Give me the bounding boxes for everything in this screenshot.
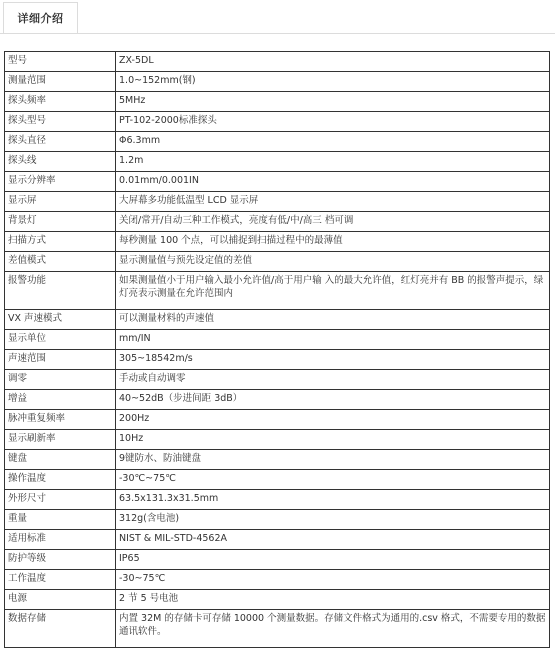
spec-label: 增益 [5,390,116,410]
spec-value: 每秒测量 100 个点，可以捕捉到扫描过程中的最薄值 [116,232,550,252]
spec-row [5,610,550,648]
spec-row [5,390,550,410]
spec-label: 报警功能 [5,272,116,310]
spec-label: 显示单位 [5,330,116,350]
spec-row [5,570,550,590]
spec-label: 外形尺寸 [5,490,116,510]
spec-label: 背景灯 [5,212,116,232]
spec-label: 探头线 [5,152,116,172]
spec-row [5,92,550,112]
spec-value: 5MHz [116,92,550,112]
spec-row [5,152,550,172]
spec-value: 0.01mm/0.001IN [116,172,550,192]
spec-row [5,470,550,490]
spec-row [5,430,550,450]
spec-label: 脉冲重复频率 [5,410,116,430]
spec-label: 电源 [5,590,116,610]
spec-label: 型号 [5,52,116,72]
tab-bar [0,0,555,36]
spec-label: 适用标准 [5,530,116,550]
spec-row [5,132,550,152]
spec-label: 防护等级 [5,550,116,570]
spec-label: 显示屏 [5,192,116,212]
spec-row [5,490,550,510]
spec-value: PT-102-2000标准探头 [116,112,550,132]
spec-value: 9键防水、防油键盘 [116,450,550,470]
spec-value: 200Hz [116,410,550,430]
spec-value: 1.2m [116,152,550,172]
spec-label: 重量 [5,510,116,530]
spec-row [5,272,550,310]
spec-row [5,350,550,370]
spec-row [5,370,550,390]
tab-details[interactable]: 详细介绍 [3,2,78,34]
spec-row [5,450,550,470]
spec-label: 探头频率 [5,92,116,112]
spec-row [5,550,550,570]
spec-row [5,330,550,350]
spec-row [5,530,550,550]
spec-value: 手动或自动调零 [116,370,550,390]
spec-label: 调零 [5,370,116,390]
spec-label: 操作温度 [5,470,116,490]
spec-value: Φ6.3mm [116,132,550,152]
spec-value: 40~52dB（步进间距 3dB） [116,390,550,410]
spec-row [5,410,550,430]
spec-value: -30℃~75℃ [116,470,550,490]
spec-value: 可以测量材料的声速值 [116,310,550,330]
spec-label: 显示分辨率 [5,172,116,192]
spec-row [5,172,550,192]
spec-value: 2 节 5 号电池 [116,590,550,610]
spec-value: 1.0~152mm(钢) [116,72,550,92]
spec-row [5,590,550,610]
spec-value: mm/IN [116,330,550,350]
spec-value: 内置 32M 的存储卡可存储 10000 个测量数据。存储文件格式为通用的.csv 格式，不需要专用的数据通讯软件。 [116,610,550,648]
spec-value: -30~75℃ [116,570,550,590]
spec-label: 探头直径 [5,132,116,152]
spec-label: 工作温度 [5,570,116,590]
spec-row [5,212,550,232]
spec-value: 10Hz [116,430,550,450]
spec-value: 关闭/常开/自动三种工作模式，亮度有低/中/高三 档可调 [116,212,550,232]
spec-label: 探头型号 [5,112,116,132]
spec-value: 大屏幕多功能低温型 LCD 显示屏 [116,192,550,212]
spec-value: IP65 [116,550,550,570]
spec-label: 测量范围 [5,72,116,92]
spec-label: VX 声速模式 [5,310,116,330]
spec-value: 305~18542m/s [116,350,550,370]
spec-value: 如果测量值小于用户输入最小允许值/高于用户输 入的最大允许值，红灯亮并有 BB 的报警声提示，绿灯亮表示测量在允许范围内 [116,272,550,310]
spec-value: NIST & MIL-STD-4562A [116,530,550,550]
spec-label: 差值模式 [5,252,116,272]
spec-row [5,252,550,272]
spec-row [5,52,550,72]
spec-label: 声速范围 [5,350,116,370]
spec-table [4,51,550,648]
tab-divider [0,33,555,34]
spec-value: 63.5x131.3x31.5mm [116,490,550,510]
spec-label: 数据存储 [5,610,116,648]
spec-label: 显示刷新率 [5,430,116,450]
spec-value: ZX-5DL [116,52,550,72]
spec-value: 显示测量值与预先设定值的差值 [116,252,550,272]
spec-row [5,72,550,92]
spec-row [5,112,550,132]
spec-label: 键盘 [5,450,116,470]
spec-value: 312g(含电池) [116,510,550,530]
spec-row [5,310,550,330]
spec-row [5,192,550,212]
spec-row [5,232,550,252]
spec-label: 扫描方式 [5,232,116,252]
spec-row [5,510,550,530]
